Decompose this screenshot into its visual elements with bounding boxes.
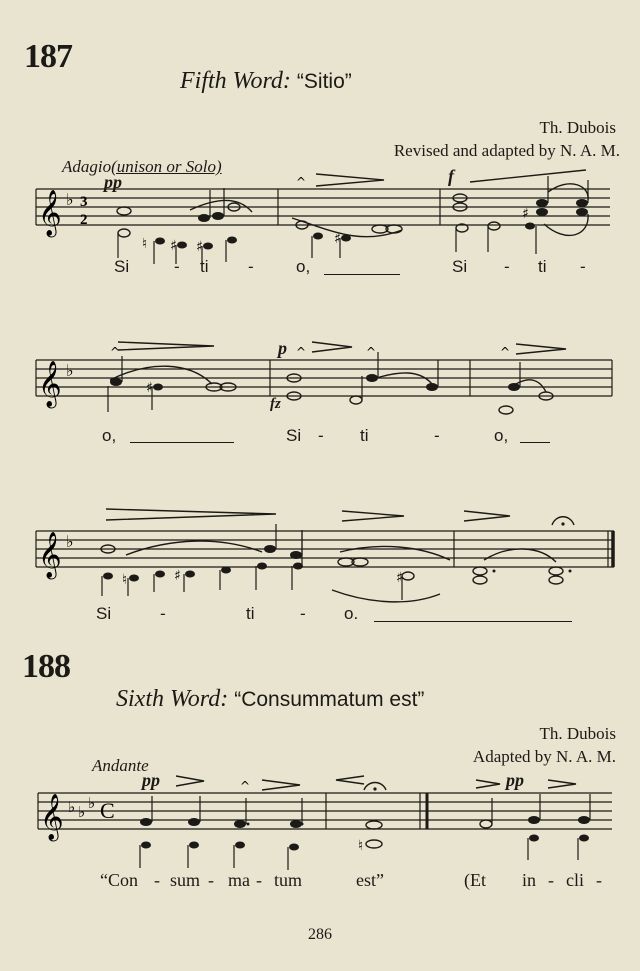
lyric-hyphen: - (300, 604, 306, 623)
lyric-syllable: o, (102, 426, 117, 445)
sharp-icon: ♯ (170, 238, 177, 254)
lyric-syllable: ti (246, 604, 255, 623)
natural-icon: ♮ (358, 838, 364, 854)
flat-icon: ♭ (78, 803, 86, 821)
accent-icon: ^ (296, 175, 307, 189)
music-system-4 (0, 775, 640, 875)
flat-icon: ♭ (66, 190, 74, 209)
sharp-icon: ♯ (174, 568, 181, 584)
fermata-dot (373, 787, 376, 790)
fermata-dot (561, 522, 564, 525)
lyric-hyphen: - (160, 604, 166, 623)
flat-icon: ♭ (88, 794, 96, 812)
lyric-hyphen: - (596, 870, 602, 890)
common-time-icon: C (100, 798, 115, 823)
title-latin: “Consummatum est” (234, 688, 425, 711)
treble-clef-icon: 𝄞 (38, 532, 62, 578)
accent-icon: ^ (366, 345, 377, 359)
dynamic-marking: f (448, 166, 454, 186)
dynamic-marking: pp (142, 770, 160, 790)
natural-icon: ♮ (142, 236, 148, 252)
dynamic-marking: fz (270, 396, 281, 412)
lyric-syllable: Si (286, 426, 302, 445)
time-signature-top: 3 (80, 194, 88, 210)
lyric-hyphen: - (318, 426, 324, 445)
lyric-syllable: Si (114, 257, 130, 276)
flat-icon: ♭ (66, 361, 74, 380)
lyric-extender-line (520, 442, 550, 443)
dynamic-marking: p (278, 338, 287, 358)
accent-icon: ^ (500, 345, 511, 359)
lyric-syllable: o, (296, 257, 311, 276)
lyric-syllable: o. (344, 604, 359, 623)
natural-icon: ♮ (122, 572, 128, 588)
lyric-syllable: ti (200, 257, 209, 276)
title-latin: “Sitio” (296, 70, 352, 93)
title-word: Fifth Word: (180, 68, 291, 94)
lyric-syllable: Si (452, 257, 468, 276)
music-system-1 (0, 170, 640, 270)
tempo-note: (unison or Solo) (111, 157, 222, 176)
lyric-hyphen: - (208, 870, 214, 890)
sharp-icon: ♯ (146, 380, 153, 396)
dynamic-marking: pp (104, 172, 122, 192)
lyric-extender-line (324, 274, 400, 275)
lyric-syllable: ti (360, 426, 369, 445)
composer-credit: Th. Dubois (539, 118, 616, 137)
lyric-syllable: (Et (464, 870, 486, 890)
lyric-syllable: tum (274, 870, 303, 890)
hymn-title (180, 68, 352, 95)
hymn-number: 188 (22, 648, 70, 685)
lyric-hyphen: - (504, 257, 510, 276)
arranger-credit: Revised and adapted by N. A. M. (393, 141, 620, 160)
lyric-hyphen: - (434, 426, 440, 445)
lyric-extender-line (130, 442, 234, 443)
tempo-marking: Andante (92, 756, 149, 775)
lyric-syllable: sum (170, 870, 201, 890)
sharp-icon: ♯ (196, 239, 203, 255)
lyric-extender-line (374, 621, 572, 622)
accent-icon: ^ (110, 345, 121, 359)
title-word: Sixth Word: (116, 686, 229, 712)
composer-credit: Th. Dubois (539, 724, 616, 743)
music-system-3 (0, 505, 640, 615)
tempo-word: Adagio (62, 157, 112, 176)
lyric-syllable: “Con (100, 870, 138, 890)
lyric-hyphen: - (256, 870, 262, 890)
lyric-syllable: ti (538, 257, 547, 276)
hymn-title (116, 686, 424, 713)
lyric-syllable: cli (566, 870, 584, 890)
music-system-2 (0, 335, 640, 425)
lyric-hyphen: - (248, 257, 254, 276)
flat-icon: ♭ (66, 532, 74, 551)
flat-icon: ♭ (68, 798, 76, 816)
page-number: 286 (308, 926, 332, 943)
lyric-hyphen: - (580, 257, 586, 276)
lyric-hyphen: - (154, 870, 160, 890)
accent-icon: ^ (240, 779, 251, 793)
lyric-syllable: in (522, 870, 537, 890)
dynamic-marking: pp (506, 770, 524, 790)
lyric-syllable: Si (96, 604, 112, 623)
hymn-number: 187 (24, 38, 72, 75)
sharp-icon: ♯ (522, 206, 529, 222)
accent-icon: ^ (296, 345, 307, 359)
lyric-syllable: o, (494, 426, 509, 445)
treble-clef-icon: 𝄞 (38, 190, 62, 236)
lyric-hyphen: - (174, 257, 180, 276)
lyric-syllable: est” (356, 870, 384, 890)
time-signature-bottom: 2 (80, 212, 88, 228)
treble-clef-icon: 𝄞 (40, 794, 64, 840)
lyric-syllable: ma (228, 870, 250, 890)
sharp-icon: ♯ (334, 231, 341, 247)
arranger-credit: Adapted by N. A. M. (472, 747, 616, 766)
treble-clef-icon: 𝄞 (38, 361, 62, 407)
sharp-icon: ♯ (396, 570, 403, 586)
lyric-hyphen: - (548, 870, 554, 890)
